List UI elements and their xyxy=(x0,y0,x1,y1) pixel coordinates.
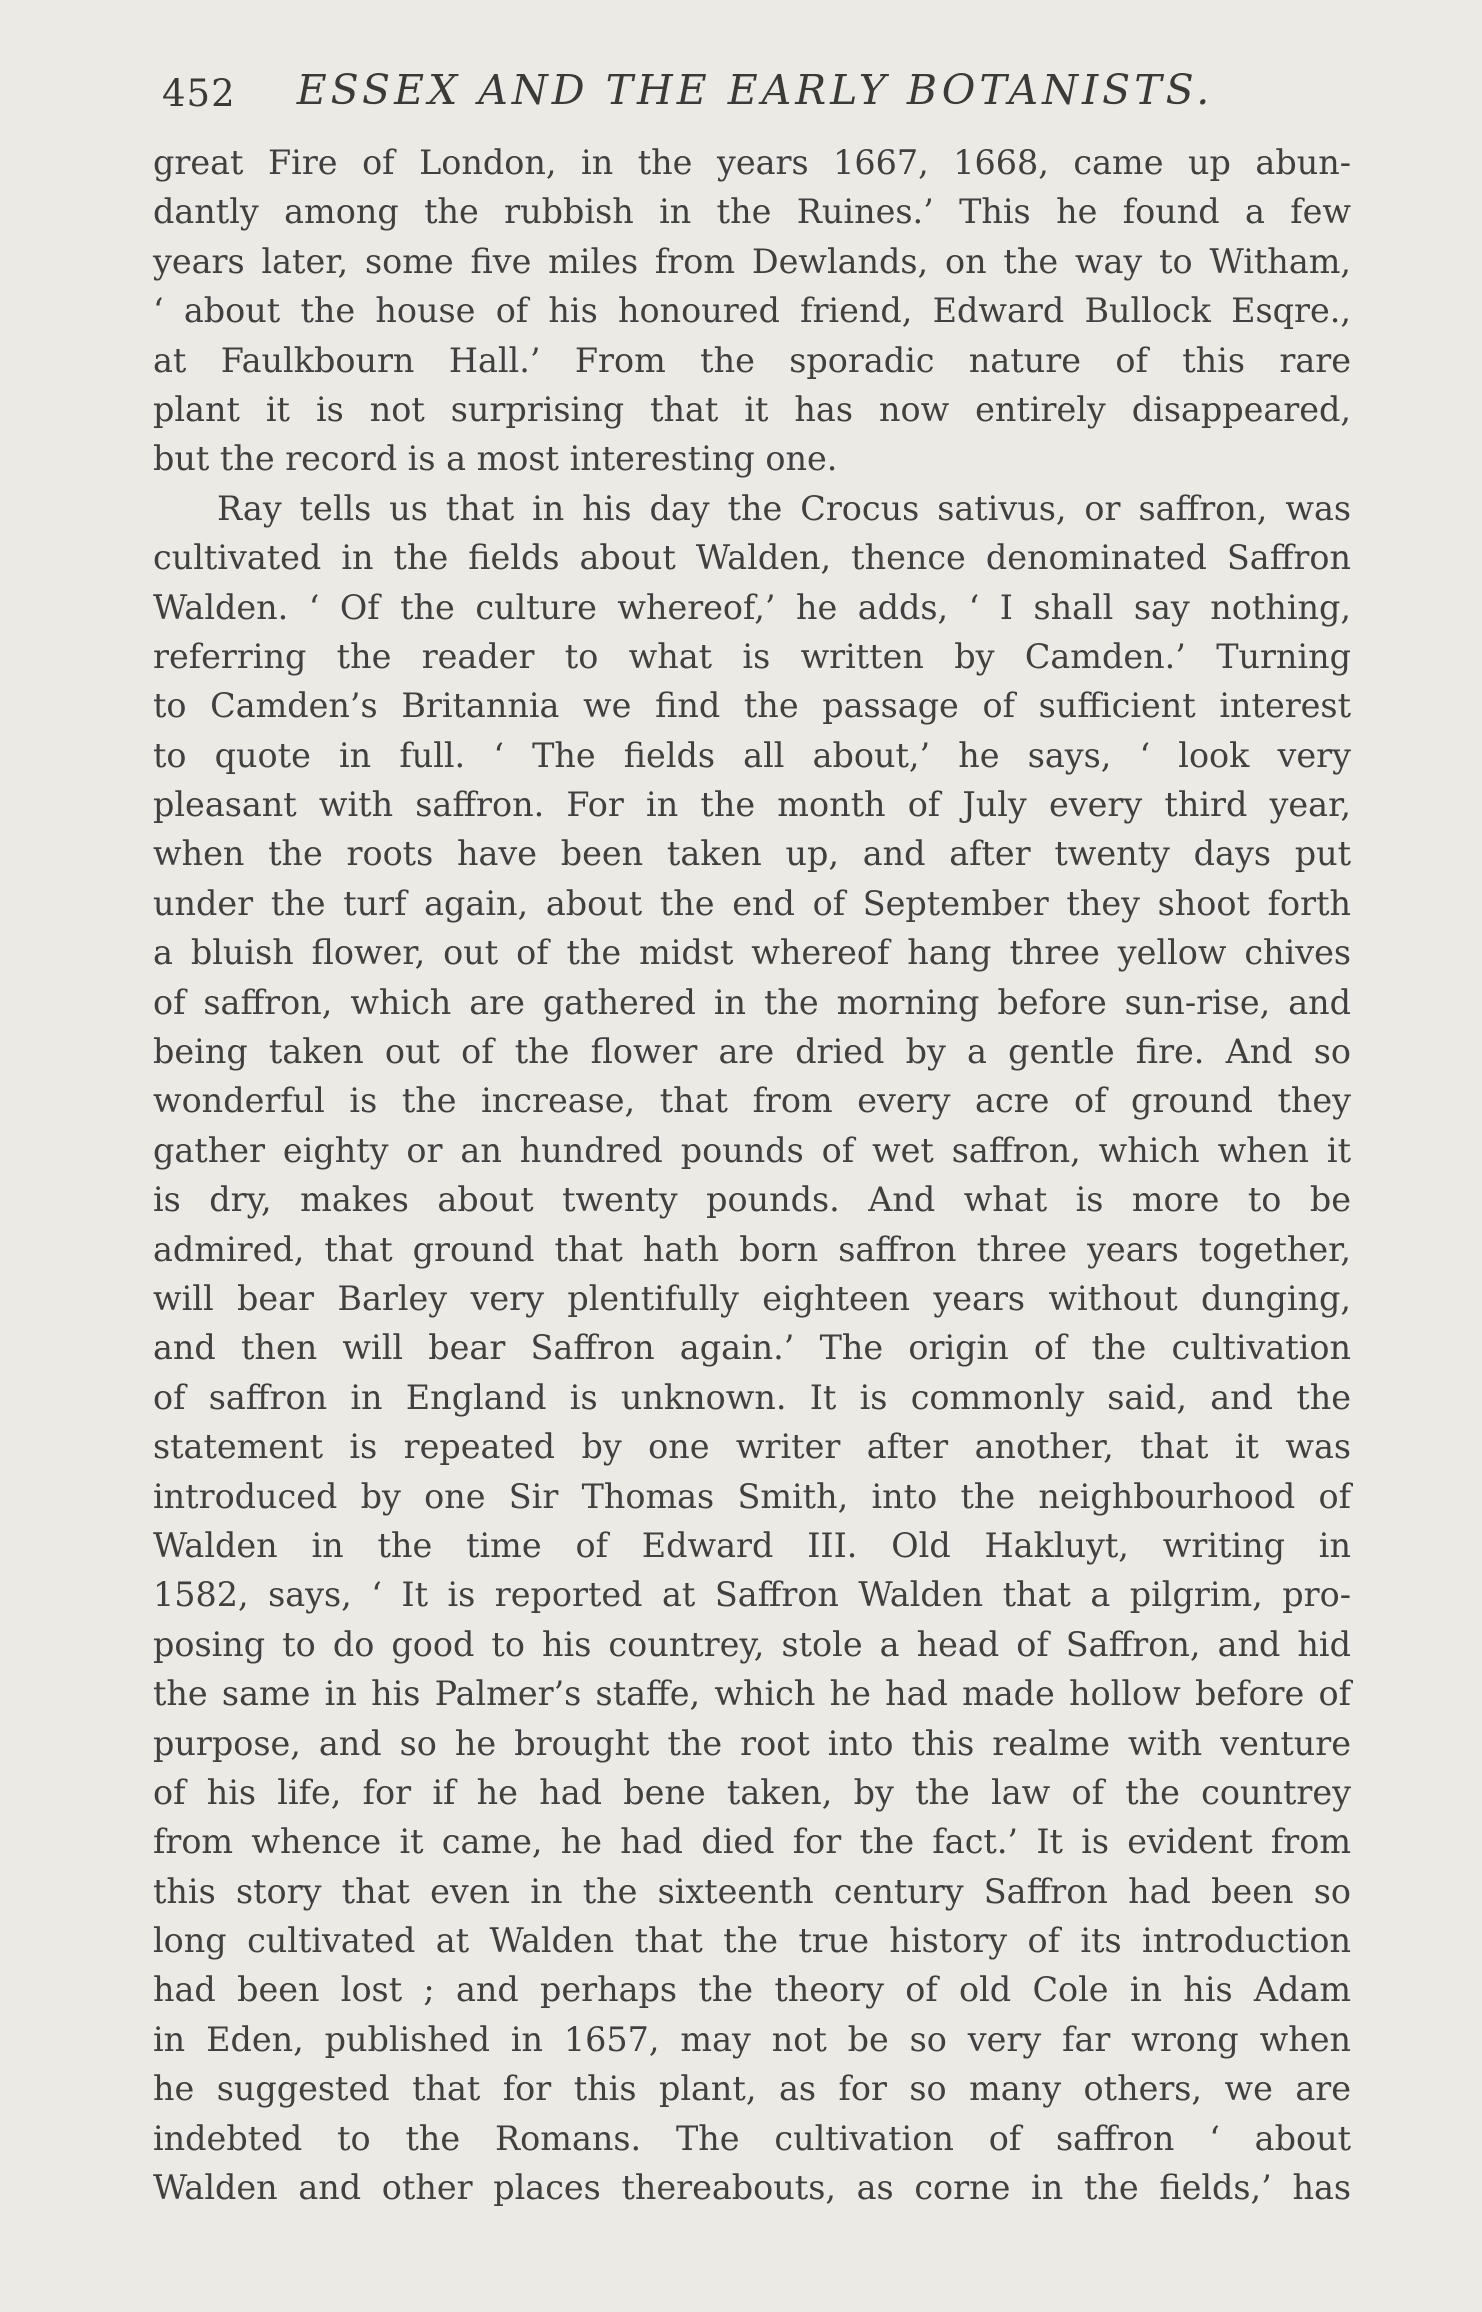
text-line: statement is repeated by one writer after another, that it was xyxy=(153,1427,1351,1467)
text-line: cultivated in the fields about Walden, thence denominated Saffron xyxy=(153,538,1351,578)
text-line: being taken out of the flower are dried by a gentle fire. And so xyxy=(153,1032,1351,1072)
text-line: dantly among the rubbish in the Ruines.’ This he found a few xyxy=(153,192,1351,232)
text-line: will bear Barley very plentifully eighteen years without dunging, xyxy=(153,1278,1351,1318)
text-line: to Camden’s Britannia we find the passage of sufficient interest xyxy=(153,686,1351,726)
text-line: years later, some five miles from Dewlands, on the way to Witham, xyxy=(153,241,1351,281)
text-line: referring the reader to what is written by Camden.’ Turning xyxy=(153,636,1351,676)
text-line: Ray tells us that in his day the Crocus sativus, or saffron, was xyxy=(217,488,1351,528)
text-line: long cultivated at Walden that the true history of its introduction xyxy=(153,1921,1351,1961)
text-line: 1582, says, ‘ It is reported at Saffron Walden that a pilgrim, pro- xyxy=(153,1575,1351,1615)
page-number: 452 xyxy=(162,72,236,115)
text-line: ‘ about the house of his honoured friend, Edward Bullock Esqre., xyxy=(153,291,1351,331)
text-line: purpose, and so he brought the root into this realme with venture xyxy=(153,1723,1351,1763)
text-line: great Fire of London, in the years 1667, 1668, came up abun- xyxy=(153,143,1351,182)
text-line: this story that even in the sixteenth century Saffron had been so xyxy=(153,1871,1351,1911)
text-line: had been lost ; and perhaps the theory of old Cole in his Adam xyxy=(153,1970,1351,2010)
text-line: he suggested that for this plant, as for so many others, we are xyxy=(153,2069,1351,2109)
text-line: a bluish flower, out of the midst whereof hang three yellow chives xyxy=(153,933,1351,973)
text-line: gather eighty or an hundred pounds of wet saffron, which when it xyxy=(153,1130,1351,1170)
body-text xyxy=(153,138,1351,2212)
text-line: pleasant with saffron. For in the month of July every third year, xyxy=(153,785,1351,825)
text-line: from whence it came, he had died for the fact.’ It is evident from xyxy=(153,1822,1351,1862)
text-line: at Faulkbourn Hall.’ From the sporadic nature of this rare xyxy=(153,340,1351,380)
text-line: introduced by one Sir Thomas Smith, into the neighbourhood of xyxy=(153,1476,1351,1516)
text-line: when the roots have been taken up, and after twenty days put xyxy=(153,834,1351,874)
text-line: admired, that ground that hath born saffron three years together, xyxy=(153,1229,1351,1269)
text-line: Walden. ‘ Of the culture whereof,’ he adds, ‘ I shall say nothing, xyxy=(153,587,1351,627)
text-line: wonderful is the increase, that from every acre of ground they xyxy=(153,1081,1351,1121)
text-line: the same in his Palmer’s staffe, which he had made hollow before of xyxy=(153,1674,1351,1714)
running-head xyxy=(150,62,1360,132)
running-title: ESSEX AND THE EARLY BOTANISTS. xyxy=(296,66,1214,114)
text-line: in Eden, published in 1657, may not be so very far wrong when xyxy=(153,2019,1351,2059)
text-line: but the record is a most interesting one. xyxy=(153,439,838,479)
text-line: of saffron, which are gathered in the morning before sun-rise, and xyxy=(153,982,1351,1022)
text-line: and then will bear Saffron again.’ The origin of the cultivation xyxy=(153,1328,1351,1368)
text-line: of his life, for if he had bene taken, by the law of the countrey xyxy=(153,1772,1351,1812)
text-line: under the turf again, about the end of September they shoot forth xyxy=(153,883,1351,923)
text-line: posing to do good to his countrey, stole a head of Saffron, and hid xyxy=(153,1624,1351,1664)
text-line: of saffron in England is unknown. It is commonly said, and the xyxy=(153,1377,1351,1417)
text-line: to quote in full. ‘ The fields all about,’ he says, ‘ look very xyxy=(153,735,1351,775)
text-line: Walden in the time of Edward III. Old Hakluyt, writing in xyxy=(153,1525,1351,1565)
text-line: Walden and other places thereabouts, as corne in the fields,’ has xyxy=(153,2168,1351,2208)
text-line: is dry, makes about twenty pounds. And what is more to be xyxy=(153,1180,1351,1220)
text-line: plant it is not surprising that it has now entirely disappeared, xyxy=(153,389,1351,429)
text-line: indebted to the Romans. The cultivation of saffron ‘ about xyxy=(153,2118,1351,2158)
